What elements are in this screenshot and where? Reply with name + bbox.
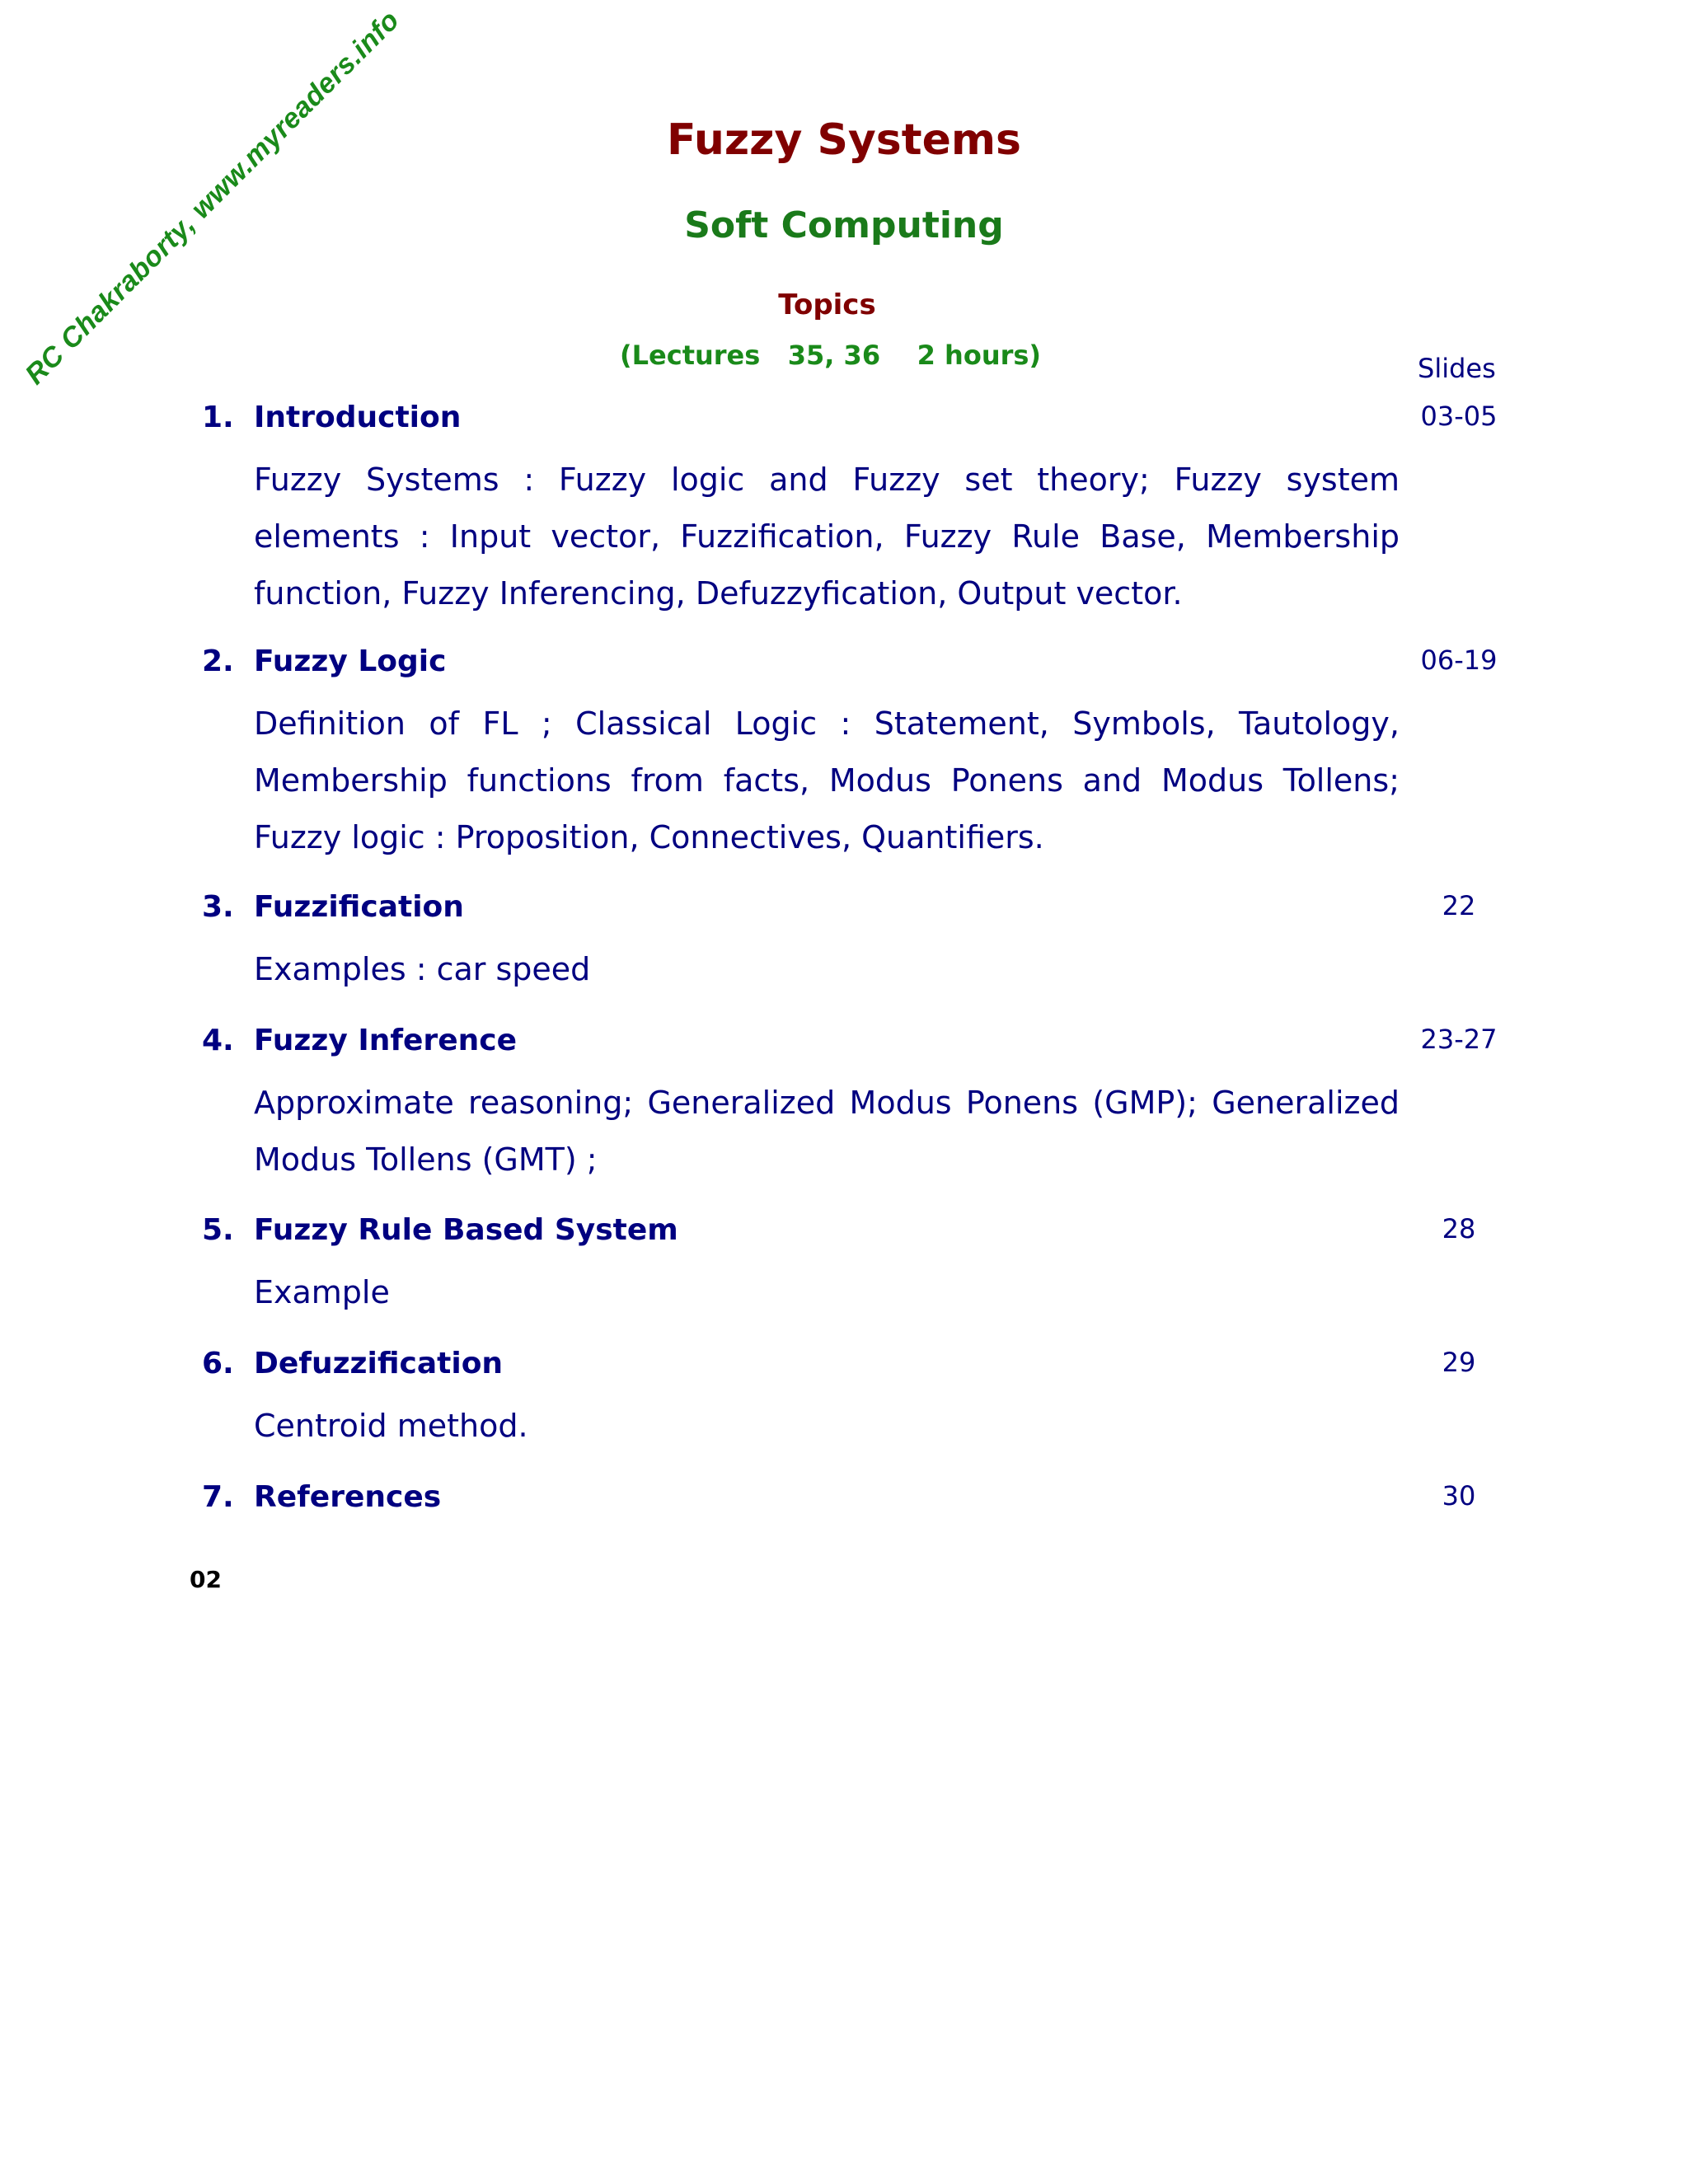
topic-slides: 22 — [1442, 890, 1476, 921]
topic-title: Fuzzy Rule Based System — [254, 1213, 678, 1247]
topic-title: Fuzzy Logic — [254, 644, 447, 678]
watermark: RC Chakraborty, www.myreaders.info — [19, 4, 406, 391]
slides-column-heading: Slides — [1418, 353, 1496, 384]
topic-number: 7. — [202, 1480, 234, 1514]
topic-slides: 03-05 — [1420, 401, 1498, 432]
topic-title: Fuzzy Inference — [254, 1024, 517, 1057]
topic-number: 6. — [202, 1347, 234, 1380]
topics-heading: Topics — [778, 288, 876, 321]
topic-description: Definition of FL ; Classical Logic : Statement, Symbols, Tautology, Membership functions from facts, Modus Ponens and Modus Tollens; Fuzzy logic : Proposition, Connectives, Quantifiers. — [254, 705, 1400, 855]
topic-number: 3. — [202, 890, 234, 924]
topic-title: References — [254, 1480, 442, 1514]
topic-title: Introduction — [254, 401, 462, 434]
topic-title: Defuzzification — [254, 1347, 504, 1380]
topic-slides: 28 — [1442, 1213, 1476, 1244]
lectures-info: (Lectures 35, 36 2 hours) — [620, 340, 1042, 371]
topic-slides: 29 — [1442, 1347, 1476, 1378]
topic-description: Fuzzy Systems : Fuzzy logic and Fuzzy set theory; Fuzzy system elements : Input vector, Fuzzification, Fuzzy Rule Base, Membership function, Fuzzy Inferencing, Defuzzyfication, Output vector. — [254, 462, 1400, 612]
topic-slides: 23-27 — [1420, 1024, 1498, 1055]
topic-description: Examples : car speed — [254, 951, 591, 987]
topic-number: 4. — [202, 1024, 234, 1057]
topic-number: 1. — [202, 401, 234, 434]
topic-title: Fuzzification — [254, 890, 464, 924]
page-number: 02 — [190, 1566, 222, 1593]
page-title: Fuzzy Systems — [666, 115, 1022, 165]
topic-number: 2. — [202, 644, 234, 678]
topic-slides: 06-19 — [1420, 644, 1498, 676]
topic-description: Example — [254, 1274, 390, 1310]
topic-description: Approximate reasoning; Generalized Modus Ponens (GMP); Generalized Modus Tollens (GMT) ; — [254, 1085, 1400, 1178]
topic-number: 5. — [202, 1213, 234, 1247]
topic-description: Centroid method. — [254, 1408, 528, 1444]
page-subtitle: Soft Computing — [684, 204, 1004, 246]
topic-slides: 30 — [1442, 1480, 1476, 1511]
